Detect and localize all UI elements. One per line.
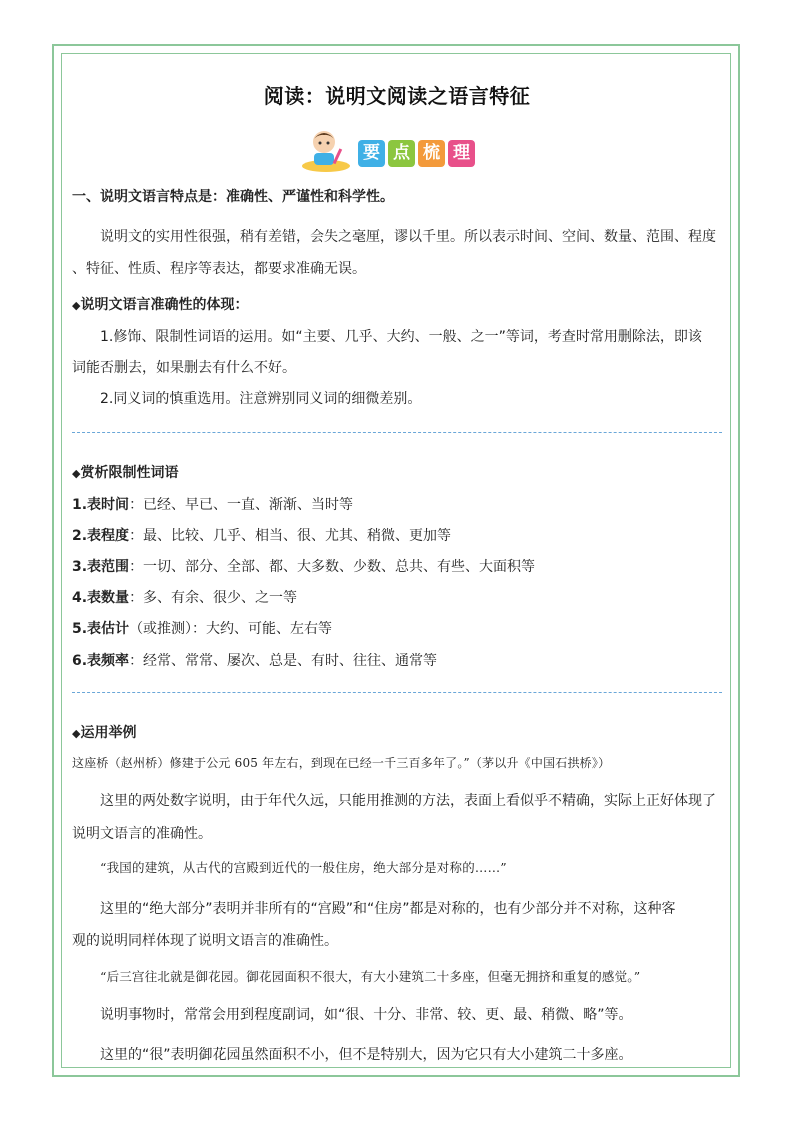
- badge-char: 梳: [418, 140, 445, 167]
- list-item: 5.表估计（或推测）：大约、可能、左右等: [72, 621, 333, 637]
- example-quote: “我国的建筑，从古代的宫殿到近代的一般住房，绝大部分是对称的……”: [100, 860, 507, 875]
- section1-heading: 一、说明文语言特点是：准确性、严谨性和科学性。: [72, 189, 394, 205]
- badge-chars: [358, 140, 475, 167]
- explanation-paragraph-line: 观的说明同样体现了说明文语言的准确性。: [72, 933, 338, 949]
- section1-subheading: ◆说明文语言准确性的体现：: [72, 297, 249, 313]
- badge-char: 理: [448, 140, 475, 167]
- badge-char: 要: [358, 140, 385, 167]
- page-title: 阅读：说明文阅读之语言特征: [263, 84, 531, 108]
- list-item: 2.表程度：最、比较、几乎、相当、很、尤其、稍微、更加等: [72, 528, 452, 544]
- section-divider: [72, 432, 722, 433]
- list-item: 6.表频率：经常、常常、屡次、总是、有时、往往、通常等: [72, 653, 438, 669]
- section-divider: [72, 692, 722, 693]
- list-item: 1.表时间：已经、早已、一直、渐渐、当时等: [72, 497, 354, 513]
- mascot-icon: [300, 126, 356, 174]
- list-item: 3.表范围：一切、部分、全部、都、大多数、少数、总共、有些、大面积等: [72, 559, 536, 575]
- explanation-paragraph: 说明事物时，常常会用到程度副词，如“很、十分、非常、较、更、最、稍微、略”等。: [100, 1007, 633, 1023]
- explanation-paragraph-line: 这里的“绝大部分”表明并非所有的“宫殿”和“住房”都是对称的，也有少部分并不对称，这种客: [100, 901, 676, 917]
- explanation-paragraph: 这里的“很”表明御花园虽然面积不小，但不是特别大，因为它只有大小建筑二十多座。: [100, 1047, 633, 1063]
- list-item: 4.表数量：多、有余、很少、之一等: [72, 590, 298, 606]
- diamond-icon: ◆: [72, 727, 81, 740]
- list-item-line: 1.修饰、限制性词语的运用。如“主要、几乎、大约、一般、之一”等词，考查时常用删除法，即该: [100, 329, 702, 345]
- example-quote: “后三宫往北就是御花园。御花园面积不很大，有大小建筑二十多座，但毫无拥挤和重复的感觉。”: [100, 969, 641, 984]
- list-item-line: 词能否删去，如果删去有什么不好。: [72, 360, 296, 376]
- badge-char: 点: [388, 140, 415, 167]
- diamond-icon: ◆: [72, 299, 81, 312]
- section2-heading: ◆赏析限制性词语: [72, 465, 179, 481]
- section1-paragraph-line: 说明文的实用性很强，稍有差错，会失之毫厘，谬以千里。所以表示时间、空间、数量、范围、程度: [100, 229, 716, 245]
- explanation-paragraph-line: 这里的两处数字说明，由于年代久远，只能用推测的方法，表面上看似乎不精确，实际上正好体现了: [100, 793, 716, 809]
- section3-heading: ◆运用举例: [72, 725, 137, 741]
- key-points-badge: [300, 126, 490, 174]
- example-quote: 这座桥（赵州桥）修建于公元 605 年左右，到现在已经一千三百多年了。”（茅以升《中国石拱桥》）: [72, 756, 611, 770]
- list-item: 2.同义词的慎重选用。注意辨别同义词的细微差别。: [100, 391, 422, 407]
- diamond-icon: ◆: [72, 467, 81, 480]
- explanation-paragraph-line: 说明文语言的准确性。: [72, 826, 212, 842]
- section1-paragraph-line: 、特征、性质、程序等表达，都要求准确无误。: [72, 261, 366, 277]
